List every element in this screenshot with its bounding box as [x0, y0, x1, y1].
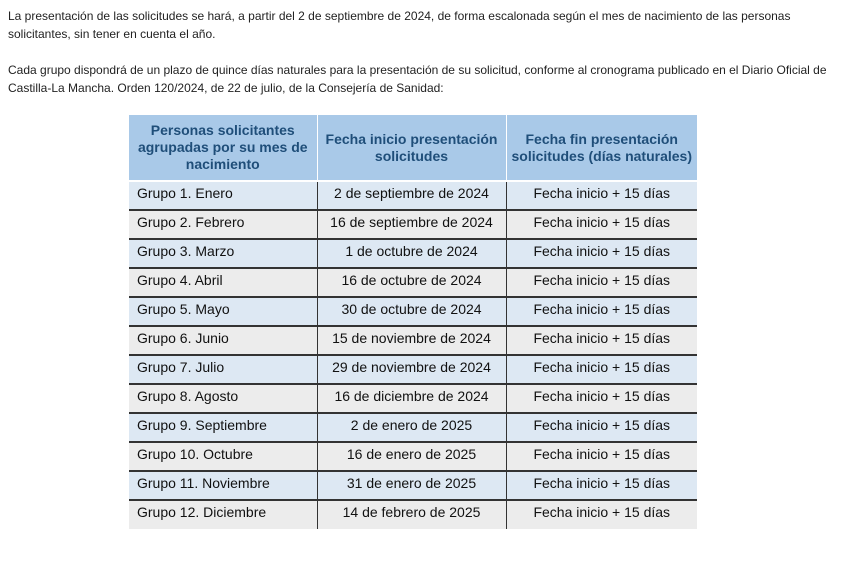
table-row	[129, 181, 697, 210]
intro-paragraph-1: La presentación de las solicitudes se hará, a partir del 2 de septiembre de 2024, de forma escalonada según el mes de nacimiento de las personas solicitantes, sin tener en cuenta el año.	[8, 9, 791, 41]
row-end-cell: Fecha inicio + 15 días	[506, 326, 697, 355]
row-end-cell: Fecha inicio + 15 días	[506, 384, 697, 413]
table-row	[129, 297, 697, 326]
table-header-row	[129, 115, 697, 181]
row-start-cell: 15 de noviembre de 2024	[317, 326, 506, 355]
row-start-cell: 16 de enero de 2025	[317, 442, 506, 471]
row-start-cell: 2 de enero de 2025	[317, 413, 506, 442]
row-end-cell: Fecha inicio + 15 días	[506, 355, 697, 384]
header-end-date: Fecha fin presentación solicitudes (días naturales)	[506, 115, 697, 181]
row-group-cell: Grupo 2. Febrero	[129, 210, 317, 239]
row-end-cell: Fecha inicio + 15 días	[506, 268, 697, 297]
row-start-cell: 16 de octubre de 2024	[317, 268, 506, 297]
header-start-date: Fecha inicio presentación solicitudes	[317, 115, 506, 181]
row-end-cell: Fecha inicio + 15 días	[506, 500, 697, 529]
row-group-cell: Grupo 3. Marzo	[129, 239, 317, 268]
schedule-table	[129, 115, 697, 529]
row-end-cell: Fecha inicio + 15 días	[506, 181, 697, 210]
table-row	[129, 500, 697, 529]
row-start-cell: 2 de septiembre de 2024	[317, 181, 506, 210]
row-start-cell: 29 de noviembre de 2024	[317, 355, 506, 384]
table-row	[129, 326, 697, 355]
row-start-cell: 14 de febrero de 2025	[317, 500, 506, 529]
row-group-cell: Grupo 4. Abril	[129, 268, 317, 297]
row-group-cell: Grupo 5. Mayo	[129, 297, 317, 326]
row-group-cell: Grupo 6. Junio	[129, 326, 317, 355]
row-start-cell: 30 de octubre de 2024	[317, 297, 506, 326]
row-start-cell: 16 de diciembre de 2024	[317, 384, 506, 413]
row-end-cell: Fecha inicio + 15 días	[506, 210, 697, 239]
table-row	[129, 355, 697, 384]
row-end-cell: Fecha inicio + 15 días	[506, 413, 697, 442]
row-group-cell: Grupo 12. Diciembre	[129, 500, 317, 529]
row-end-cell: Fecha inicio + 15 días	[506, 297, 697, 326]
row-group-cell: Grupo 7. Julio	[129, 355, 317, 384]
table-row	[129, 471, 697, 500]
row-group-cell: Grupo 8. Agosto	[129, 384, 317, 413]
table-row	[129, 210, 697, 239]
row-start-cell: 31 de enero de 2025	[317, 471, 506, 500]
table-row	[129, 442, 697, 471]
row-start-cell: 1 de octubre de 2024	[317, 239, 506, 268]
row-group-cell: Grupo 10. Octubre	[129, 442, 317, 471]
row-group-cell: Grupo 1. Enero	[129, 181, 317, 210]
row-group-cell: Grupo 9. Septiembre	[129, 413, 317, 442]
table-row	[129, 413, 697, 442]
row-end-cell: Fecha inicio + 15 días	[506, 471, 697, 500]
row-group-cell: Grupo 11. Noviembre	[129, 471, 317, 500]
intro-paragraph-2: Cada grupo dispondrá de un plazo de quince días naturales para la presentación de su solicitud, conforme al cronograma publicado en el Diario Oficial de Castilla-La Mancha. Orden 120/2024, de 22 de julio, de la Consejería de Sanidad:	[8, 63, 827, 95]
row-end-cell: Fecha inicio + 15 días	[506, 239, 697, 268]
row-start-cell: 16 de septiembre de 2024	[317, 210, 506, 239]
row-end-cell: Fecha inicio + 15 días	[506, 442, 697, 471]
table-row	[129, 384, 697, 413]
table-row	[129, 268, 697, 297]
header-group: Personas solicitantes agrupadas por su mes de nacimiento	[129, 115, 317, 181]
table-row	[129, 239, 697, 268]
